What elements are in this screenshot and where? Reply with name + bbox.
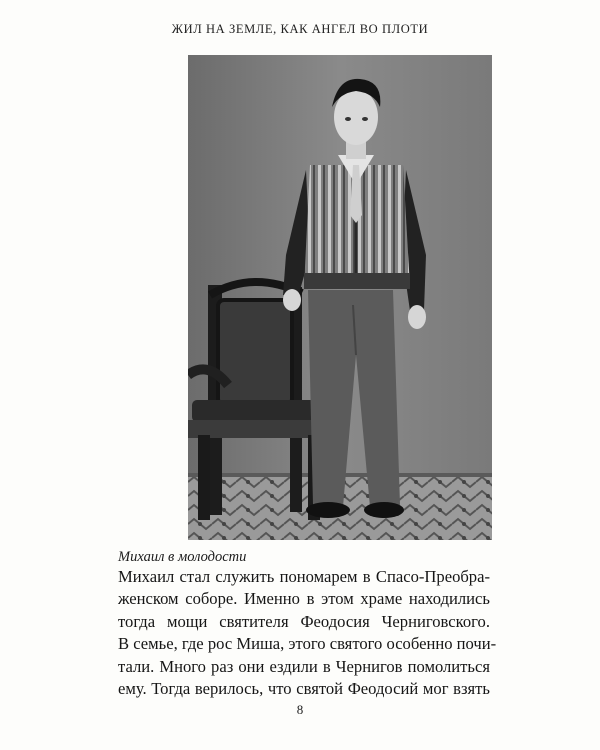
body-line: тогда мощи святителя Феодосия Черниговского. — [118, 611, 490, 631]
portrait-photo-graphic — [188, 55, 492, 540]
running-header: ЖИЛ НА ЗЕМЛЕ, КАК АНГЕЛ ВО ПЛОТИ — [171, 22, 429, 36]
body-paragraph — [118, 566, 497, 700]
body-line: женском соборе. Именно в этом храме находились — [118, 589, 490, 609]
body-line: тали. Много раз они ездили в Чернигов помолиться — [118, 656, 490, 676]
body-line: В семье, где рос Миша, этого святого особенно почи- — [118, 634, 497, 654]
body-line: Михаил стал служить пономарем в Спасо-Преобра- — [118, 567, 490, 586]
page-number: 8 — [296, 702, 304, 717]
figure-caption: Михаил в молодости — [118, 549, 247, 565]
portrait-photo — [188, 55, 492, 540]
body-line: ему. Тогда верилось, что святой Феодосий мог взять — [118, 679, 490, 699]
